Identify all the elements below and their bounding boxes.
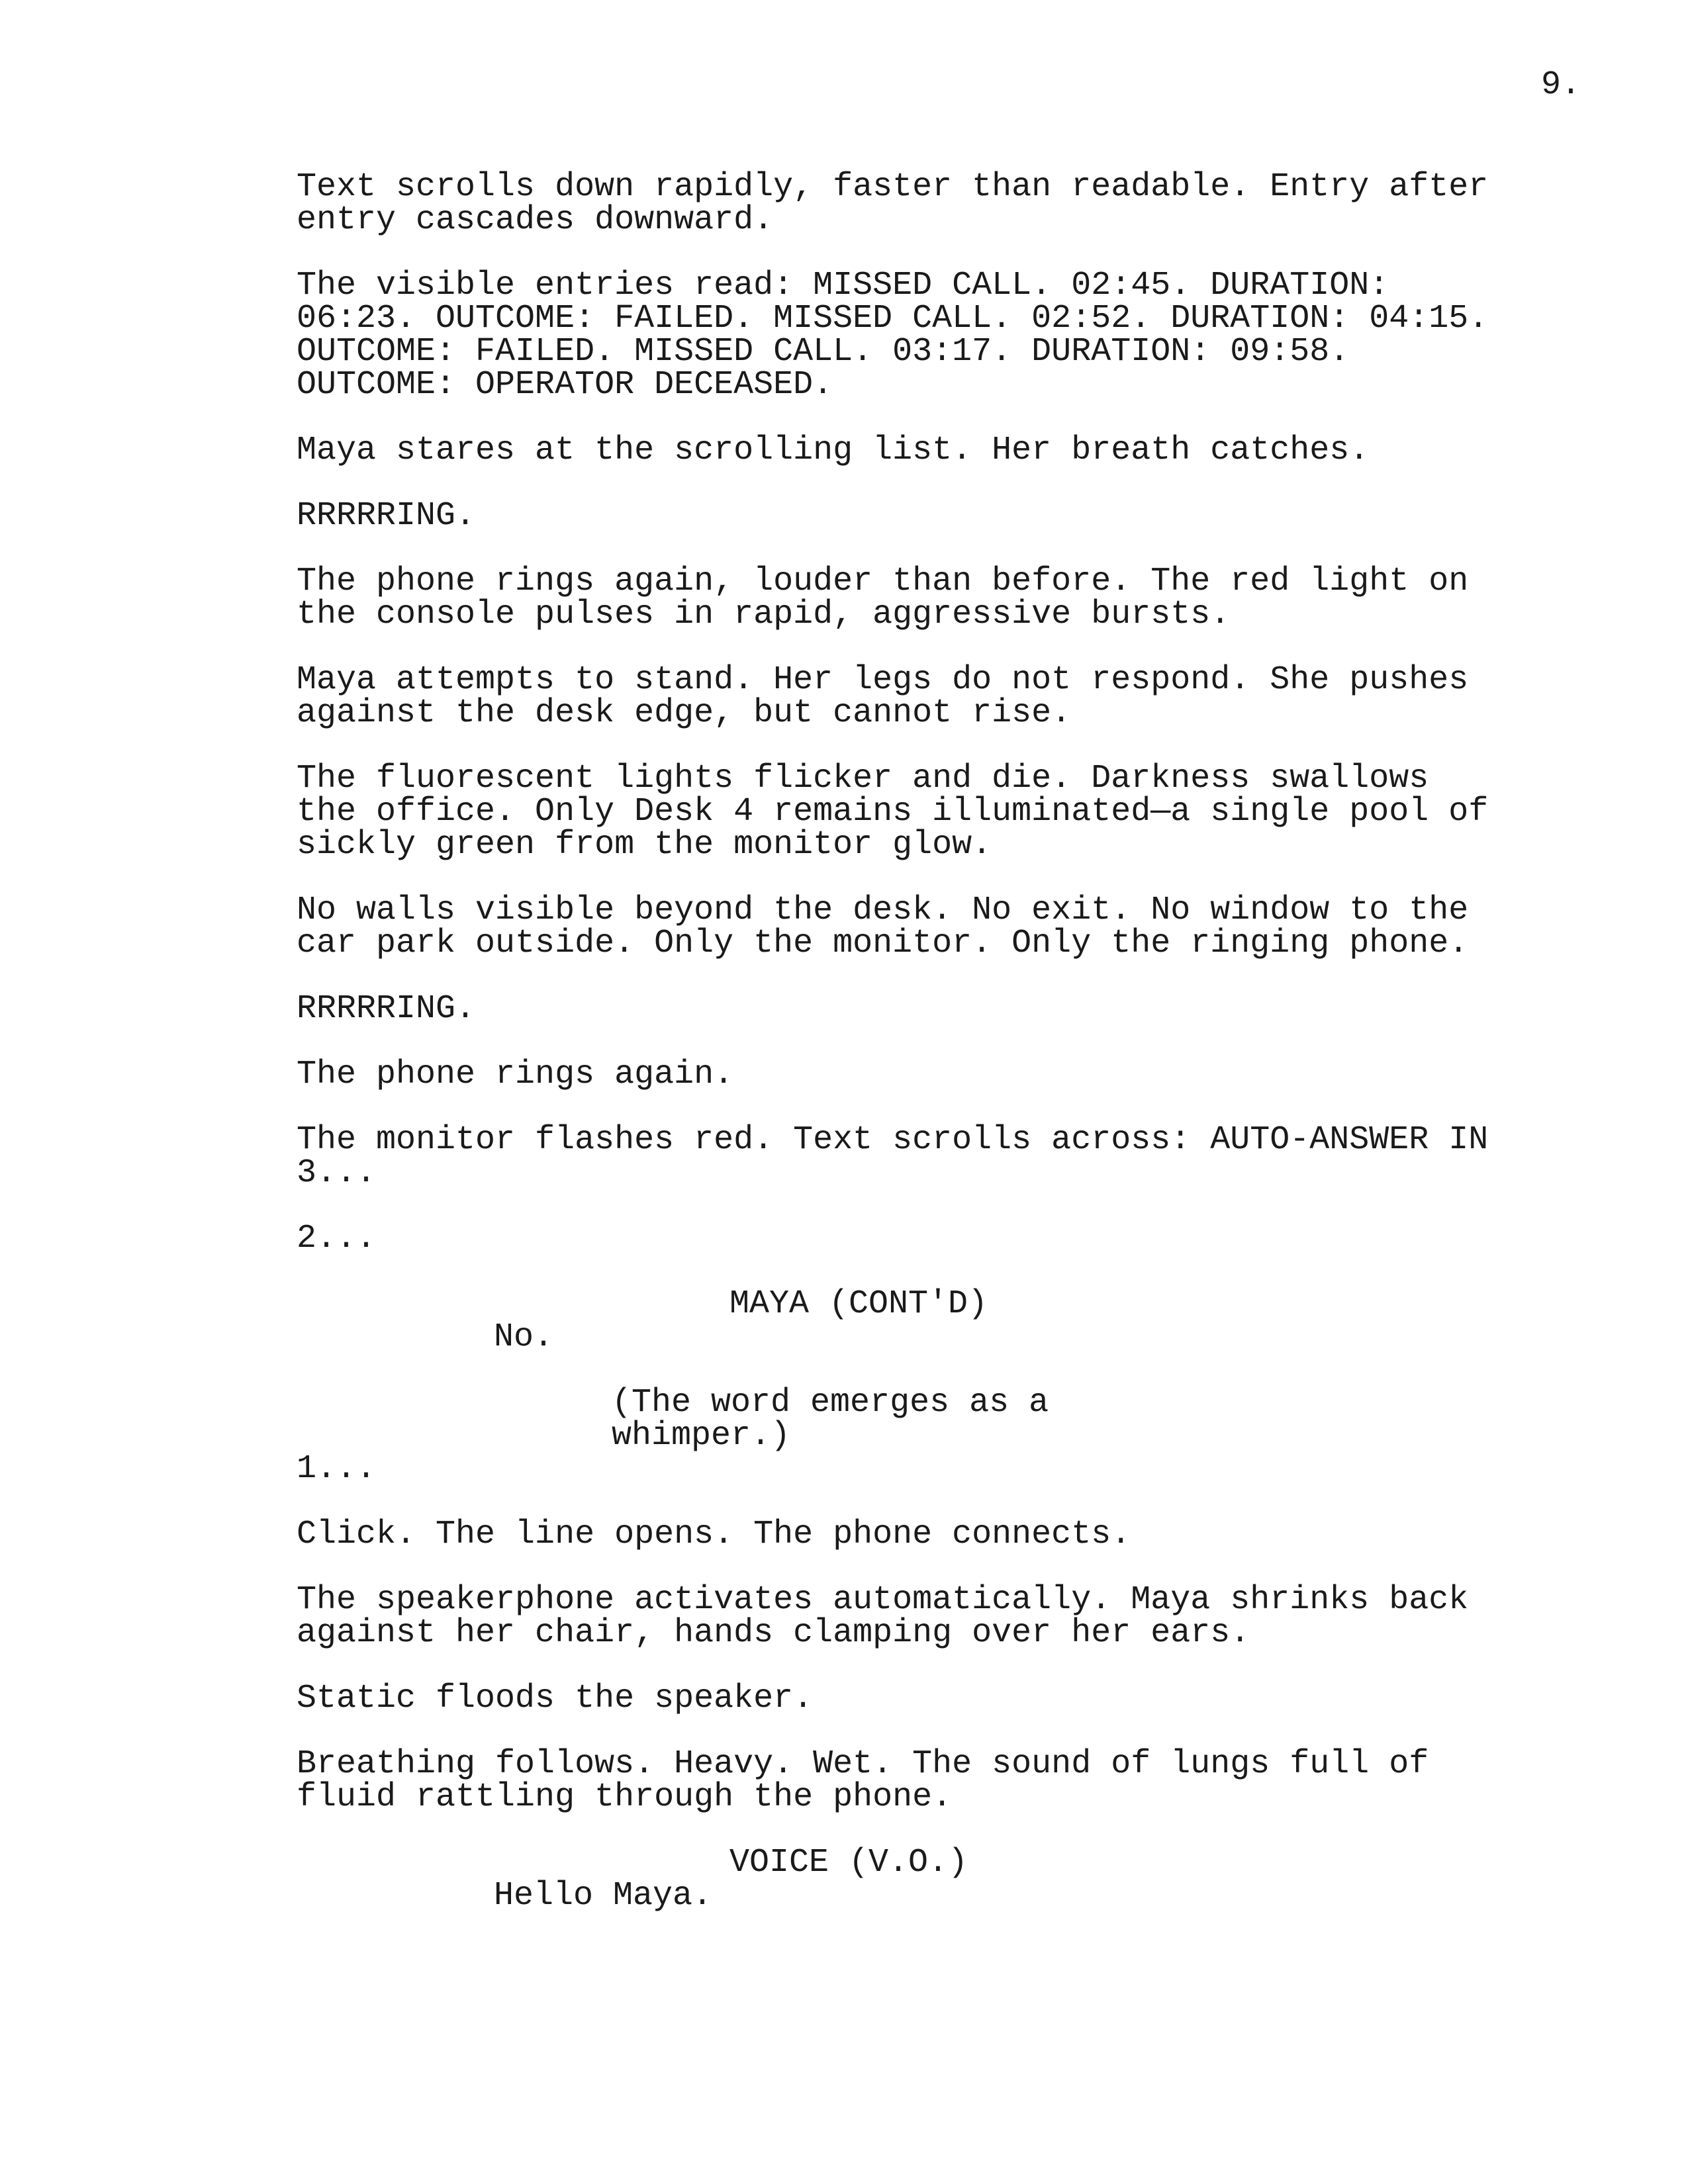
dialogue-maya: No.: [494, 1318, 554, 1356]
action-ring-1: RRRRRING.: [297, 497, 476, 535]
action-countdown-1: 1...: [297, 1450, 377, 1488]
action-no-walls: No walls visible beyond the desk. No exit. No window to the car park outside. Only the monitor. Only the ringing phone.: [297, 891, 1469, 962]
dialogue-block-maya: [297, 1285, 1488, 1455]
action-ring-2: RRRRRING.: [297, 990, 476, 1028]
action-speakerphone: The speakerphone activates automatically. Maya shrinks back against her chair, hands clamping over her ears.: [297, 1581, 1469, 1652]
action-maya-stares: Maya stares at the scrolling list. Her breath catches.: [297, 432, 1370, 469]
action-monitor-flashes: The monitor flashes red. Text scrolls across: AUTO-ANSWER IN 3...: [297, 1121, 1489, 1192]
action-phone-rings-again: The phone rings again.: [297, 1056, 734, 1093]
screenplay-page: [297, 168, 1489, 1945]
action-visible-entries: The visible entries read: MISSED CALL. 02:45. DURATION: 06:23. OUTCOME: FAILED. MISSED CALL. 02:52. DURATION: 04:15. OUTCOME: FAILED. MISSED CALL. 03:17. DURATION: 09:58. OUTCOME: OPERATOR DECEASED.: [297, 267, 1489, 404]
parenthetical-maya: (The word emerges as a whimper.): [612, 1384, 1049, 1455]
action-breathing: Breathing follows. Heavy. Wet. The sound of lungs full of fluid rattling through the phone.: [297, 1745, 1429, 1816]
action-static: Static floods the speaker.: [297, 1680, 814, 1717]
action-line-opens: Click. The line opens. The phone connects.: [297, 1516, 1131, 1553]
dialogue-voice: Hello Maya.: [494, 1877, 713, 1915]
action-phone-rings-louder: The phone rings again, louder than before. The red light on the console pulses in rapid, aggressive bursts.: [297, 563, 1469, 633]
character-name-maya: MAYA (CONT'D): [729, 1285, 988, 1323]
page-number: 9.: [1541, 66, 1581, 104]
action-scrolling-text: Text scrolls down rapidly, faster than readable. Entry after entry cascades downward.: [297, 168, 1489, 239]
action-lights-die: The fluorescent lights flicker and die. Darkness swallows the office. Only Desk 4 remains illuminated—a single pool of sickly green from the monitor glow.: [297, 760, 1489, 864]
action-maya-attempts-stand: Maya attempts to stand. Her legs do not respond. She pushes against the desk edge, but cannot rise.: [297, 661, 1469, 732]
action-countdown-2: 2...: [297, 1220, 377, 1257]
dialogue-block-voice: [297, 1846, 1488, 1913]
character-name-voice: VOICE (V.O.): [729, 1844, 968, 1882]
